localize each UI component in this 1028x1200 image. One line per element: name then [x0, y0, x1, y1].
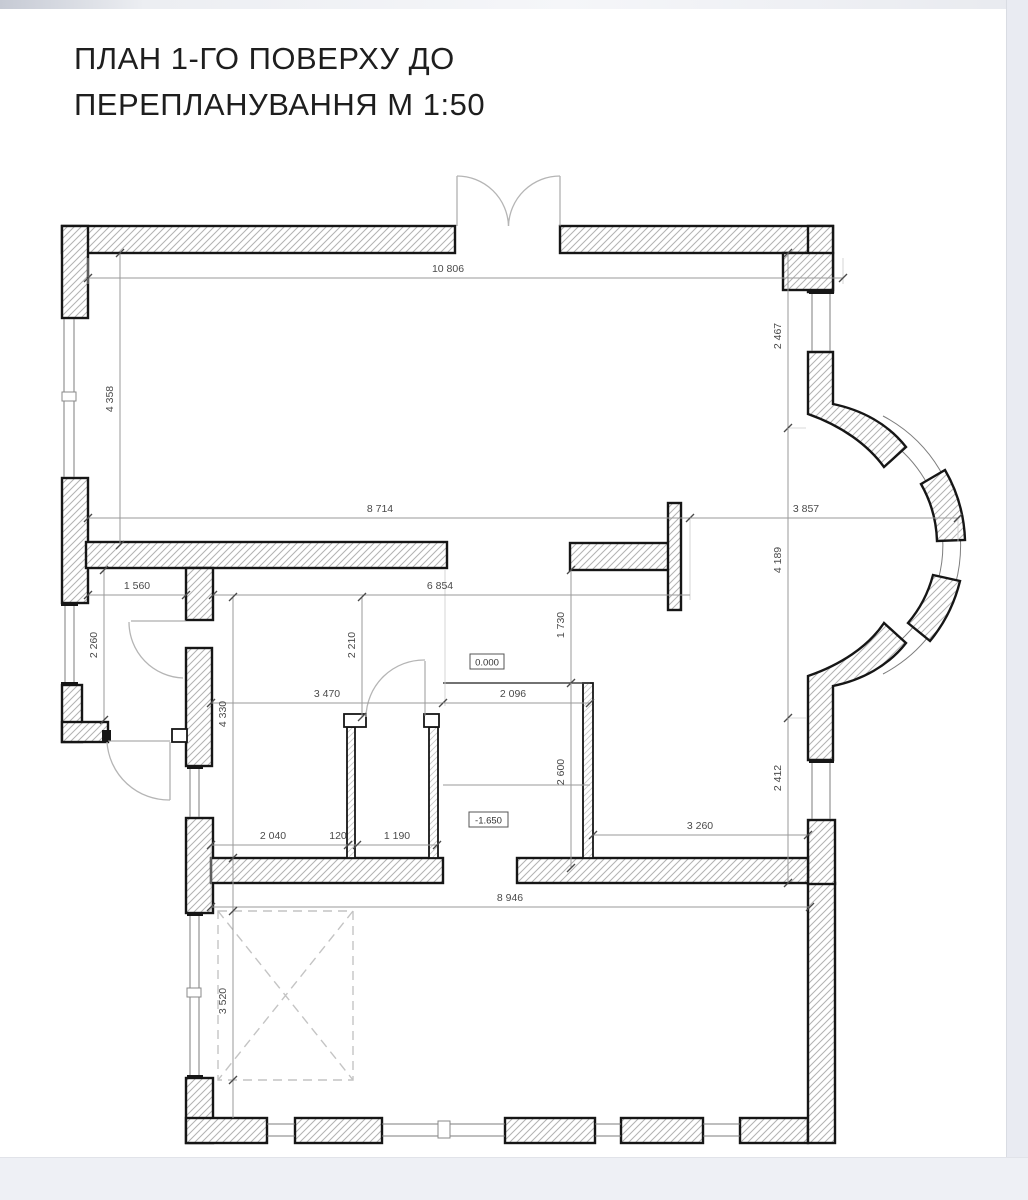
bay-window	[808, 352, 965, 760]
drawing-title-line1: ПЛАН 1-ГО ПОВЕРХУ ДО	[74, 41, 455, 76]
dashed-void	[218, 911, 353, 1080]
dim-mid-height	[346, 593, 366, 721]
drawing-title	[74, 36, 485, 128]
dim-label: 2 210	[346, 631, 358, 659]
dim-niche-width	[84, 580, 190, 599]
dim-seg-3260	[589, 820, 812, 839]
dim-label: 3 857	[792, 503, 820, 515]
dim-label: 2 260	[88, 631, 100, 659]
exterior-walls	[62, 226, 835, 1143]
window-right-2	[809, 762, 834, 820]
dim-bay-height	[772, 428, 792, 722]
dim-stair-depth	[555, 683, 575, 872]
bay-wall-segment	[908, 575, 960, 641]
dim-label: 4 189	[772, 546, 784, 574]
window-left-2	[61, 605, 78, 683]
dim-label: 1 190	[383, 830, 411, 842]
dim-label: 8 946	[496, 892, 524, 904]
dim-bottom-width	[207, 892, 814, 911]
dim-left-height	[104, 249, 124, 549]
door-swing-arcs	[107, 621, 425, 800]
bay-wall-segment	[808, 352, 906, 467]
dim-label: 2 467	[772, 322, 784, 350]
level-label: 0.000	[475, 657, 499, 669]
dim-label: 6 854	[426, 580, 454, 592]
dim-label: 2 040	[259, 830, 287, 842]
window-left-3	[187, 768, 203, 818]
dim-label: 3 260	[686, 820, 714, 832]
dim-hall-width	[84, 503, 694, 522]
door-jamb	[102, 730, 111, 741]
window-left-1	[61, 318, 78, 478]
level-marker-basement	[469, 812, 508, 827]
dim-label: 2 600	[555, 758, 567, 786]
dim-label: 4 330	[217, 700, 229, 728]
drawing-title-line2: ПЕРЕПЛАНУВАННЯ М 1:50	[74, 86, 486, 122]
dim-label: 4 358	[104, 385, 116, 413]
dim-label: 8 714	[366, 503, 394, 515]
window-right-1	[809, 293, 834, 352]
page-right-margin	[1006, 0, 1028, 1200]
dim-label: 2 096	[499, 688, 527, 700]
page-top-margin	[0, 0, 1028, 9]
dim-corridor-width	[207, 688, 447, 707]
level-label: -1.650	[475, 815, 502, 827]
bay-wall-segment	[921, 470, 965, 541]
window-symbols	[61, 293, 834, 1138]
stair-partitions	[102, 683, 593, 858]
dim-top-width	[84, 263, 847, 282]
dim-label: 3 470	[313, 688, 341, 700]
dim-hall-inner-width	[209, 580, 690, 599]
page-bottom-margin	[0, 1157, 1028, 1200]
dim-bottom-segments	[207, 830, 441, 849]
dim-label: 10 806	[431, 263, 465, 275]
dim-label: 120	[329, 830, 347, 842]
dim-label: 2 412	[772, 764, 784, 792]
entry-double-door	[457, 176, 560, 226]
level-marker-ground	[470, 654, 504, 669]
dim-label: 3 520	[217, 987, 229, 1015]
dim-bay-width	[690, 503, 962, 522]
dim-label: 1 560	[123, 580, 151, 592]
dim-room-height	[217, 593, 237, 1118]
window-left-4	[187, 915, 203, 1076]
dim-stair-top-height	[555, 566, 575, 687]
bay-wall-segment	[808, 623, 906, 760]
dim-left-room-height	[88, 566, 108, 724]
dim-label: 1 730	[555, 611, 567, 639]
